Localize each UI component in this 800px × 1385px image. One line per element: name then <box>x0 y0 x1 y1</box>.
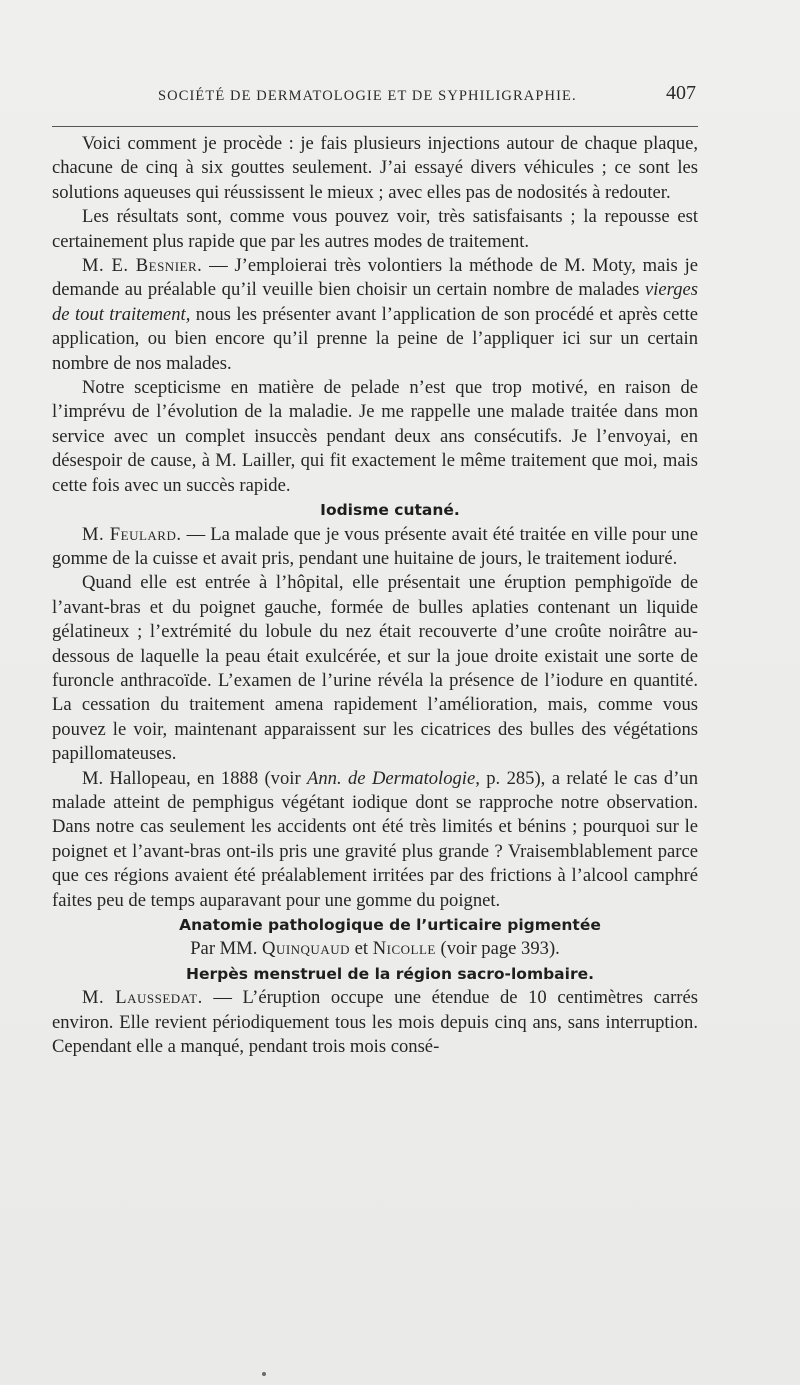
page-number: 407 <box>666 82 696 104</box>
paragraph: Quand elle est entrée à l’hôpital, elle présentait une éruption pemphigoïde de l’avant-bras et du poignet gauche, formée de bulles aplaties contenant un liquide gélatineux ; l’extrémité du lobule du nez était recouverte d’une croûte noirâtre au-dessous de laquelle la peau était exulcérée, et sur la joue droite existait une sorte de furoncle anthracoïde. L’examen de l’urine révéla la présence de l’iodure en quantité. La cessation du traitement amena rapidement l’amélioration, mais, comme vous pouvez le voir, maintenant apparaissent sur les cicatrices des bulles des végétations papillomateuses. <box>52 572 698 765</box>
paragraph-text: M. Hallopeau, en 1888 (voir <box>82 767 308 789</box>
author-name: Nicolle <box>372 938 436 960</box>
paragraph: Les résultats sont, comme vous pouvez voir, très satisfaisants ; la repousse est certainement plus rapide que par les autres modes de traitement. <box>52 206 698 252</box>
byline <box>52 937 698 961</box>
paragraph-hallopeau <box>52 767 698 913</box>
body-text <box>52 132 698 1059</box>
page-header <box>52 84 698 110</box>
paragraph-text: — L’éruption occupe une étendue de 10 centimètres carrés environ. Elle revient périodiquement tous les mois depuis cinq ans, sans interruption. Cependant elle a manqué, pendant trois mois consé- <box>52 987 698 1058</box>
header-rule <box>52 126 698 127</box>
italic-phrase: vierges de tout traitement, <box>52 279 698 325</box>
section-heading-iodisme: Iodisme cutané. <box>320 501 460 520</box>
paragraph-feulard <box>52 523 698 572</box>
paragraph: Voici comment je procède : je fais plusieurs injections autour de chaque plaque, chacune de cinq à six gouttes seulement. J’ai essayé divers véhicules ; ce sont les solutions aqueuses qui réussissent le mieux ; avec elles pas de nodosités à redouter. <box>52 133 698 203</box>
paragraph-text: — J’emploierai très volontiers la méthode de M. Moty, mais je demande au préalable qu’il veuille bien choisir un certain nombre de malades <box>52 255 698 301</box>
paragraph-text: p. 285), a relaté le cas d’un malade atteint de pemphigus végétant iodique dont se rapproche notre observation. Dans notre cas seulement les accidents ont été très limités et bénins ; pourquoi sur le poignet et l’avant-bras ont-ils pris une gravité plus grande ? Vraisemblablement parce que ces régions avaient été préalablement irritées par des frictions à l’alcool camphré faites peu de temps auparavant pour une gomme du poignet. <box>52 767 698 911</box>
author-name: Quinquaud <box>262 938 350 960</box>
paragraph-laussedat <box>52 986 698 1059</box>
paragraph-text: nous les présenter avant l’application de son procédé et après cette application, ou bien encore qu’il prenne la peine de l’appliquer ici sur un certain nombre de nos malades. <box>52 303 698 374</box>
byline-prefix: Par MM. <box>190 938 263 960</box>
journal-title: Ann. de Dermatologie, <box>307 767 480 789</box>
speaker-name: M. Feulard. <box>82 523 182 545</box>
speaker-name: M. Laussedat. <box>82 987 203 1009</box>
byline-conjunction: et <box>350 938 373 960</box>
paragraph-besnier <box>52 254 698 376</box>
paper-speck <box>262 1372 266 1376</box>
speaker-name: M. E. Besnier. <box>82 255 203 277</box>
section-heading-urticaire: Anatomie pathologique de l’urticaire pigmentée <box>179 916 601 934</box>
byline-suffix: (voir page 393). <box>435 938 560 960</box>
running-title: SOCIÉTÉ DE DERMATOLOGIE ET DE SYPHILIGRAPHIE. <box>158 88 577 104</box>
paragraph: Notre scepticisme en matière de pelade n’est que trop motivé, en raison de l’imprévu de l’évolution de la maladie. Je me rappelle une malade traitée dans mon service avec un complet insuccès pendant deux ans consécutifs. Je l’envoyai, en désespoir de cause, à M. Lailler, qui fit exactement le même traitement que moi, mais cette fois avec un succès rapide. <box>52 377 698 496</box>
section-heading-herpes: Herpès menstruel de la région sacro-lombaire. <box>185 964 595 983</box>
paragraph-text: — La malade que je vous présente avait été traitée en ville pour une gomme de la cuisse et avait pris, pendant une huitaine de jours, le traitement ioduré. <box>52 523 698 569</box>
